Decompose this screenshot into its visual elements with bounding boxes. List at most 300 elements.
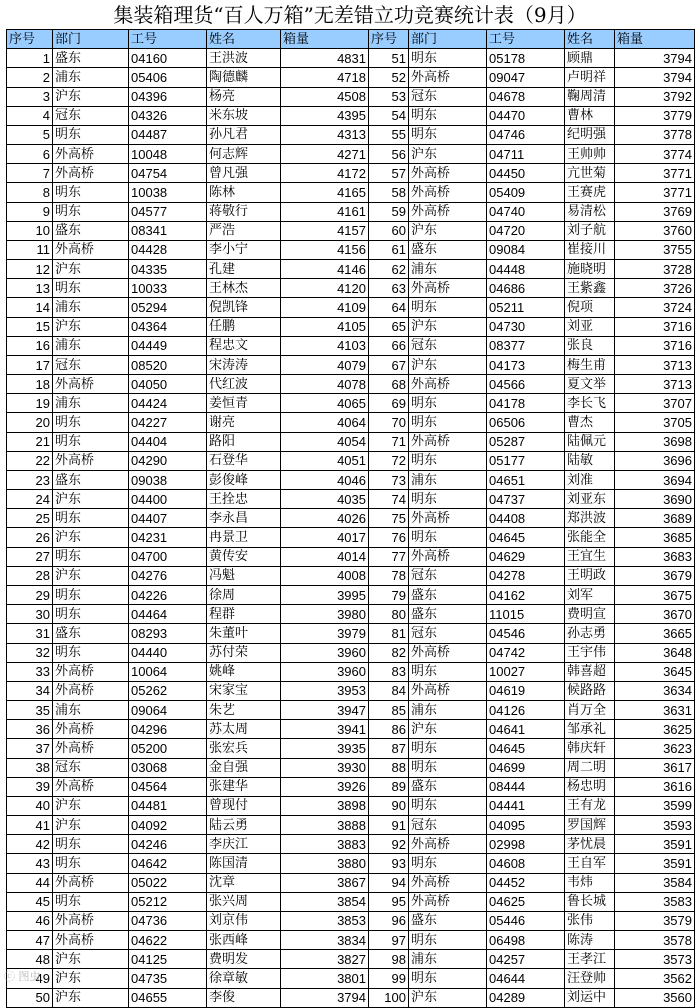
cell-name: 王拴忠: [207, 490, 281, 509]
cell-id: 05406: [129, 68, 207, 87]
cell-name: 金自强: [207, 758, 281, 777]
cell-seq: 43: [7, 854, 53, 873]
cell-id: 04246: [129, 835, 207, 854]
cell-dept: 明东: [53, 509, 129, 528]
cell-seq: 90: [369, 796, 409, 815]
cell-name: 曹杰: [565, 413, 615, 432]
cell-dept: 外高桥: [409, 547, 487, 566]
cell-box: 4109: [281, 298, 369, 317]
cell-box: 3599: [615, 796, 695, 815]
cell-box: 3755: [615, 240, 695, 259]
cell-box: 3801: [281, 969, 369, 988]
cell-dept: 沪东: [409, 221, 487, 240]
cell-dept: 明东: [53, 605, 129, 624]
cell-box: 3779: [615, 106, 695, 125]
cell-seq: 53: [369, 87, 409, 106]
cell-id: 08341: [129, 221, 207, 240]
watermark: ⓒ 图虫: [4, 970, 41, 983]
cell-seq: 42: [7, 835, 53, 854]
cell-box: 3670: [615, 605, 695, 624]
cell-box: 3683: [615, 547, 695, 566]
cell-dept: 沪东: [409, 988, 487, 1007]
cell-dept: 明东: [409, 931, 487, 950]
cell-box: 3926: [281, 777, 369, 796]
table-row: [7, 796, 695, 815]
table-row: [7, 835, 695, 854]
cell-seq: 20: [7, 413, 53, 432]
cell-id: 04487: [129, 125, 207, 144]
cell-dept: 盛东: [53, 49, 129, 68]
cell-box: 3560: [615, 988, 695, 1007]
cell-box: 4120: [281, 279, 369, 298]
cell-seq: 11: [7, 240, 53, 259]
cell-box: 3617: [615, 758, 695, 777]
cell-id: 04566: [487, 375, 565, 394]
cell-seq: 22: [7, 451, 53, 470]
cell-name: 倪项: [565, 298, 615, 317]
cell-id: 04629: [487, 547, 565, 566]
cell-dept: 明东: [53, 585, 129, 604]
cell-name: 倪凯锋: [207, 298, 281, 317]
cell-id: 04396: [129, 87, 207, 106]
cell-id: 10027: [487, 662, 565, 681]
cell-seq: 69: [369, 394, 409, 413]
cell-seq: 98: [369, 950, 409, 969]
cell-name: 朱艺: [207, 701, 281, 720]
cell-box: 4079: [281, 355, 369, 374]
cell-box: 3760: [615, 221, 695, 240]
header-id: 工号: [487, 30, 565, 49]
cell-dept: 外高桥: [53, 873, 129, 892]
cell-id: 04125: [129, 950, 207, 969]
table-row: [7, 183, 695, 202]
cell-dept: 浦东: [53, 336, 129, 355]
cell-seq: 27: [7, 547, 53, 566]
cell-id: 04642: [129, 854, 207, 873]
cell-box: 3689: [615, 509, 695, 528]
cell-dept: 明东: [53, 413, 129, 432]
cell-id: 04449: [129, 336, 207, 355]
cell-seq: 79: [369, 585, 409, 604]
cell-dept: 外高桥: [409, 835, 487, 854]
cell-name: 宋家宝: [207, 681, 281, 700]
cell-seq: 91: [369, 816, 409, 835]
cell-box: 3562: [615, 969, 695, 988]
cell-seq: 10: [7, 221, 53, 240]
cell-name: 李庆江: [207, 835, 281, 854]
cell-seq: 44: [7, 873, 53, 892]
cell-dept: 冠东: [409, 87, 487, 106]
cell-box: 4165: [281, 183, 369, 202]
cell-name: 徐周: [207, 585, 281, 604]
cell-id: 04735: [129, 969, 207, 988]
cell-box: 3694: [615, 470, 695, 489]
cell-box: 3794: [615, 68, 695, 87]
table-row: [7, 394, 695, 413]
cell-box: 4054: [281, 432, 369, 451]
table-row: [7, 106, 695, 125]
table-row: [7, 739, 695, 758]
cell-dept: 外高桥: [409, 375, 487, 394]
cell-id: 09038: [129, 470, 207, 489]
cell-box: 4831: [281, 49, 369, 68]
cell-dept: 外高桥: [409, 164, 487, 183]
cell-dept: 明东: [409, 739, 487, 758]
cell-name: 肖万全: [565, 701, 615, 720]
cell-seq: 33: [7, 662, 53, 681]
cell-box: 3690: [615, 490, 695, 509]
cell-seq: 54: [369, 106, 409, 125]
cell-name: 曹林: [565, 106, 615, 125]
cell-name: 王赛虎: [565, 183, 615, 202]
cell-name: 王自军: [565, 854, 615, 873]
cell-name: 王孝江: [565, 950, 615, 969]
cell-box: 4172: [281, 164, 369, 183]
cell-box: 4035: [281, 490, 369, 509]
cell-name: 周二明: [565, 758, 615, 777]
cell-seq: 35: [7, 701, 53, 720]
cell-name: 陆敏: [565, 451, 615, 470]
cell-name: 王帅帅: [565, 145, 615, 164]
cell-box: 3679: [615, 566, 695, 585]
cell-name: 李小宁: [207, 240, 281, 259]
cell-name: 刘子航: [565, 221, 615, 240]
cell-seq: 87: [369, 739, 409, 758]
cell-seq: 40: [7, 796, 53, 815]
table-row: [7, 298, 695, 317]
table-row: [7, 950, 695, 969]
cell-seq: 2: [7, 68, 53, 87]
header-seq: 序号: [7, 30, 53, 49]
cell-dept: 沪东: [409, 355, 487, 374]
cell-name: 刘亚东: [565, 490, 615, 509]
table-row: [7, 68, 695, 87]
cell-name: 苏太周: [207, 720, 281, 739]
table-row: [7, 816, 695, 835]
cell-seq: 55: [369, 125, 409, 144]
cell-seq: 78: [369, 566, 409, 585]
cell-seq: 92: [369, 835, 409, 854]
cell-name: 冯魁: [207, 566, 281, 585]
cell-name: 冉景卫: [207, 528, 281, 547]
cell-seq: 30: [7, 605, 53, 624]
cell-name: 刘亚: [565, 317, 615, 336]
cell-seq: 61: [369, 240, 409, 259]
cell-name: 程忠文: [207, 336, 281, 355]
cell-seq: 82: [369, 643, 409, 662]
cell-name: 邹承礼: [565, 720, 615, 739]
cell-dept: 冠东: [409, 624, 487, 643]
cell-seq: 86: [369, 720, 409, 739]
cell-seq: 74: [369, 490, 409, 509]
table-row: [7, 911, 695, 930]
cell-id: 04678: [487, 87, 565, 106]
cell-dept: 冠东: [53, 106, 129, 125]
cell-seq: 65: [369, 317, 409, 336]
header-id: 工号: [129, 30, 207, 49]
cell-id: 05212: [129, 892, 207, 911]
cell-seq: 80: [369, 605, 409, 624]
cell-box: 3960: [281, 662, 369, 681]
cell-name: 汪登帅: [565, 969, 615, 988]
header-dept: 部门: [53, 30, 129, 49]
cell-seq: 83: [369, 662, 409, 681]
cell-name: 纪明强: [565, 125, 615, 144]
cell-dept: 明东: [53, 279, 129, 298]
cell-seq: 58: [369, 183, 409, 202]
cell-seq: 31: [7, 624, 53, 643]
table-row: [7, 931, 695, 950]
cell-box: 3716: [615, 336, 695, 355]
cell-id: 04754: [129, 164, 207, 183]
cell-box: 4064: [281, 413, 369, 432]
cell-name: 姜恒青: [207, 394, 281, 413]
cell-seq: 15: [7, 317, 53, 336]
cell-name: 曾凡强: [207, 164, 281, 183]
header-dept: 部门: [409, 30, 487, 49]
cell-box: 3827: [281, 950, 369, 969]
cell-id: 09047: [487, 68, 565, 87]
table-row: [7, 451, 695, 470]
cell-name: 刘运中: [565, 988, 615, 1007]
cell-dept: 外高桥: [53, 777, 129, 796]
cell-name: 王有龙: [565, 796, 615, 815]
cell-seq: 50: [7, 988, 53, 1007]
cell-seq: 94: [369, 873, 409, 892]
cell-seq: 7: [7, 164, 53, 183]
table-row: [7, 145, 695, 164]
cell-dept: 外高桥: [53, 681, 129, 700]
cell-name: 杨忠明: [565, 777, 615, 796]
table-row: [7, 317, 695, 336]
cell-seq: 76: [369, 528, 409, 547]
cell-name: 施晓明: [565, 260, 615, 279]
cell-dept: 明东: [53, 643, 129, 662]
cell-box: 3648: [615, 643, 695, 662]
cell-box: 3979: [281, 624, 369, 643]
cell-seq: 1: [7, 49, 53, 68]
cell-dept: 外高桥: [409, 873, 487, 892]
cell-id: 04625: [487, 892, 565, 911]
cell-id: 05178: [487, 49, 565, 68]
cell-dept: 冠东: [409, 566, 487, 585]
cell-dept: 沪东: [53, 317, 129, 336]
cell-box: 3573: [615, 950, 695, 969]
cell-dept: 外高桥: [53, 662, 129, 681]
cell-dept: 浦东: [53, 68, 129, 87]
cell-id: 05200: [129, 739, 207, 758]
cell-name: 蒋敬行: [207, 202, 281, 221]
table-row: [7, 662, 695, 681]
cell-seq: 38: [7, 758, 53, 777]
cell-box: 4146: [281, 260, 369, 279]
cell-dept: 沪东: [53, 796, 129, 815]
cell-name: 孔建: [207, 260, 281, 279]
cell-dept: 沪东: [53, 816, 129, 835]
cell-dept: 明东: [409, 106, 487, 125]
cell-box: 4156: [281, 240, 369, 259]
cell-box: 3794: [615, 49, 695, 68]
cell-dept: 外高桥: [53, 451, 129, 470]
cell-dept: 明东: [53, 892, 129, 911]
cell-id: 04424: [129, 394, 207, 413]
cell-box: 3705: [615, 413, 695, 432]
cell-name: 曾现付: [207, 796, 281, 815]
cell-box: 3960: [281, 643, 369, 662]
cell-id: 04608: [487, 854, 565, 873]
cell-name: 韩喜超: [565, 662, 615, 681]
table-row: [7, 125, 695, 144]
table-row: [7, 49, 695, 68]
cell-box: 4014: [281, 547, 369, 566]
cell-id: 04326: [129, 106, 207, 125]
cell-id: 04711: [487, 145, 565, 164]
cell-box: 4271: [281, 145, 369, 164]
cell-seq: 18: [7, 375, 53, 394]
cell-name: 候路路: [565, 681, 615, 700]
cell-id: 06498: [487, 931, 565, 950]
cell-name: 孙凡君: [207, 125, 281, 144]
cell-id: 04364: [129, 317, 207, 336]
cell-dept: 明东: [409, 528, 487, 547]
table-row: [7, 470, 695, 489]
cell-dept: 明东: [409, 125, 487, 144]
cell-dept: 沪东: [53, 490, 129, 509]
cell-seq: 36: [7, 720, 53, 739]
cell-seq: 89: [369, 777, 409, 796]
cell-dept: 外高桥: [53, 911, 129, 930]
cell-seq: 12: [7, 260, 53, 279]
cell-dept: 盛东: [409, 240, 487, 259]
cell-id: 04448: [487, 260, 565, 279]
cell-id: 06506: [487, 413, 565, 432]
cell-name: 王明政: [565, 566, 615, 585]
cell-id: 04645: [487, 528, 565, 547]
cell-seq: 32: [7, 643, 53, 662]
header-box: 箱量: [615, 30, 695, 49]
cell-id: 04050: [129, 375, 207, 394]
cell-name: 陆云勇: [207, 816, 281, 835]
cell-box: 4008: [281, 566, 369, 585]
cell-dept: 外高桥: [53, 145, 129, 164]
cell-id: 04290: [129, 451, 207, 470]
cell-name: 茅忧晨: [565, 835, 615, 854]
cell-box: 3941: [281, 720, 369, 739]
cell-name: 石登华: [207, 451, 281, 470]
cell-box: 4313: [281, 125, 369, 144]
cell-dept: 沪东: [53, 969, 129, 988]
cell-seq: 99: [369, 969, 409, 988]
cell-id: 04470: [487, 106, 565, 125]
cell-box: 3634: [615, 681, 695, 700]
cell-name: 费明发: [207, 950, 281, 969]
cell-id: 04092: [129, 816, 207, 835]
cell-name: 郑洪波: [565, 509, 615, 528]
cell-seq: 5: [7, 125, 53, 144]
table-row: [7, 221, 695, 240]
cell-name: 顾鼎: [565, 49, 615, 68]
cell-id: 05022: [129, 873, 207, 892]
cell-dept: 外高桥: [409, 892, 487, 911]
cell-name: 代红波: [207, 375, 281, 394]
table-row: [7, 681, 695, 700]
cell-dept: 外高桥: [409, 68, 487, 87]
cell-id: 05409: [487, 183, 565, 202]
cell-id: 04257: [487, 950, 565, 969]
cell-seq: 70: [369, 413, 409, 432]
cell-name: 刘京伟: [207, 911, 281, 930]
cell-dept: 外高桥: [53, 375, 129, 394]
cell-seq: 17: [7, 355, 53, 374]
table-row: [7, 566, 695, 585]
cell-seq: 4: [7, 106, 53, 125]
cell-name: 刘准: [565, 470, 615, 489]
cell-dept: 明东: [409, 796, 487, 815]
cell-seq: 68: [369, 375, 409, 394]
cell-box: 4051: [281, 451, 369, 470]
cell-seq: 23: [7, 470, 53, 489]
cell-box: 4718: [281, 68, 369, 87]
cell-box: 3794: [281, 988, 369, 1007]
table-row: [7, 969, 695, 988]
cell-id: 04428: [129, 240, 207, 259]
table-row: [7, 87, 695, 106]
cell-seq: 8: [7, 183, 53, 202]
cell-id: 04162: [487, 585, 565, 604]
table-row: [7, 720, 695, 739]
table-row: [7, 585, 695, 604]
cell-seq: 56: [369, 145, 409, 164]
cell-dept: 外高桥: [53, 739, 129, 758]
cell-id: 05211: [487, 298, 565, 317]
cell-dept: 浦东: [409, 701, 487, 720]
cell-name: 卢明祥: [565, 68, 615, 87]
table-row: [7, 164, 695, 183]
cell-name: 王洪波: [207, 49, 281, 68]
cell-seq: 96: [369, 911, 409, 930]
cell-id: 04700: [129, 547, 207, 566]
cell-id: 05287: [487, 432, 565, 451]
cell-dept: 明东: [53, 125, 129, 144]
cell-id: 10048: [129, 145, 207, 164]
cell-seq: 97: [369, 931, 409, 950]
cell-box: 3591: [615, 835, 695, 854]
cell-box: 4105: [281, 317, 369, 336]
cell-name: 梅生甫: [565, 355, 615, 374]
cell-id: 04450: [487, 164, 565, 183]
table-row: [7, 355, 695, 374]
cell-box: 3583: [615, 892, 695, 911]
cell-box: 3707: [615, 394, 695, 413]
cell-box: 3888: [281, 816, 369, 835]
cell-name: 姚峰: [207, 662, 281, 681]
cell-name: 路阳: [207, 432, 281, 451]
cell-id: 04289: [487, 988, 565, 1007]
cell-id: 04655: [129, 988, 207, 1007]
cell-seq: 66: [369, 336, 409, 355]
cell-seq: 48: [7, 950, 53, 969]
cell-id: 05294: [129, 298, 207, 317]
cell-seq: 85: [369, 701, 409, 720]
cell-seq: 21: [7, 432, 53, 451]
cell-seq: 100: [369, 988, 409, 1007]
cell-box: 3930: [281, 758, 369, 777]
cell-dept: 浦东: [53, 298, 129, 317]
cell-dept: 沪东: [53, 87, 129, 106]
cell-seq: 63: [369, 279, 409, 298]
cell-dept: 沪东: [409, 145, 487, 164]
cell-name: 罗国辉: [565, 816, 615, 835]
